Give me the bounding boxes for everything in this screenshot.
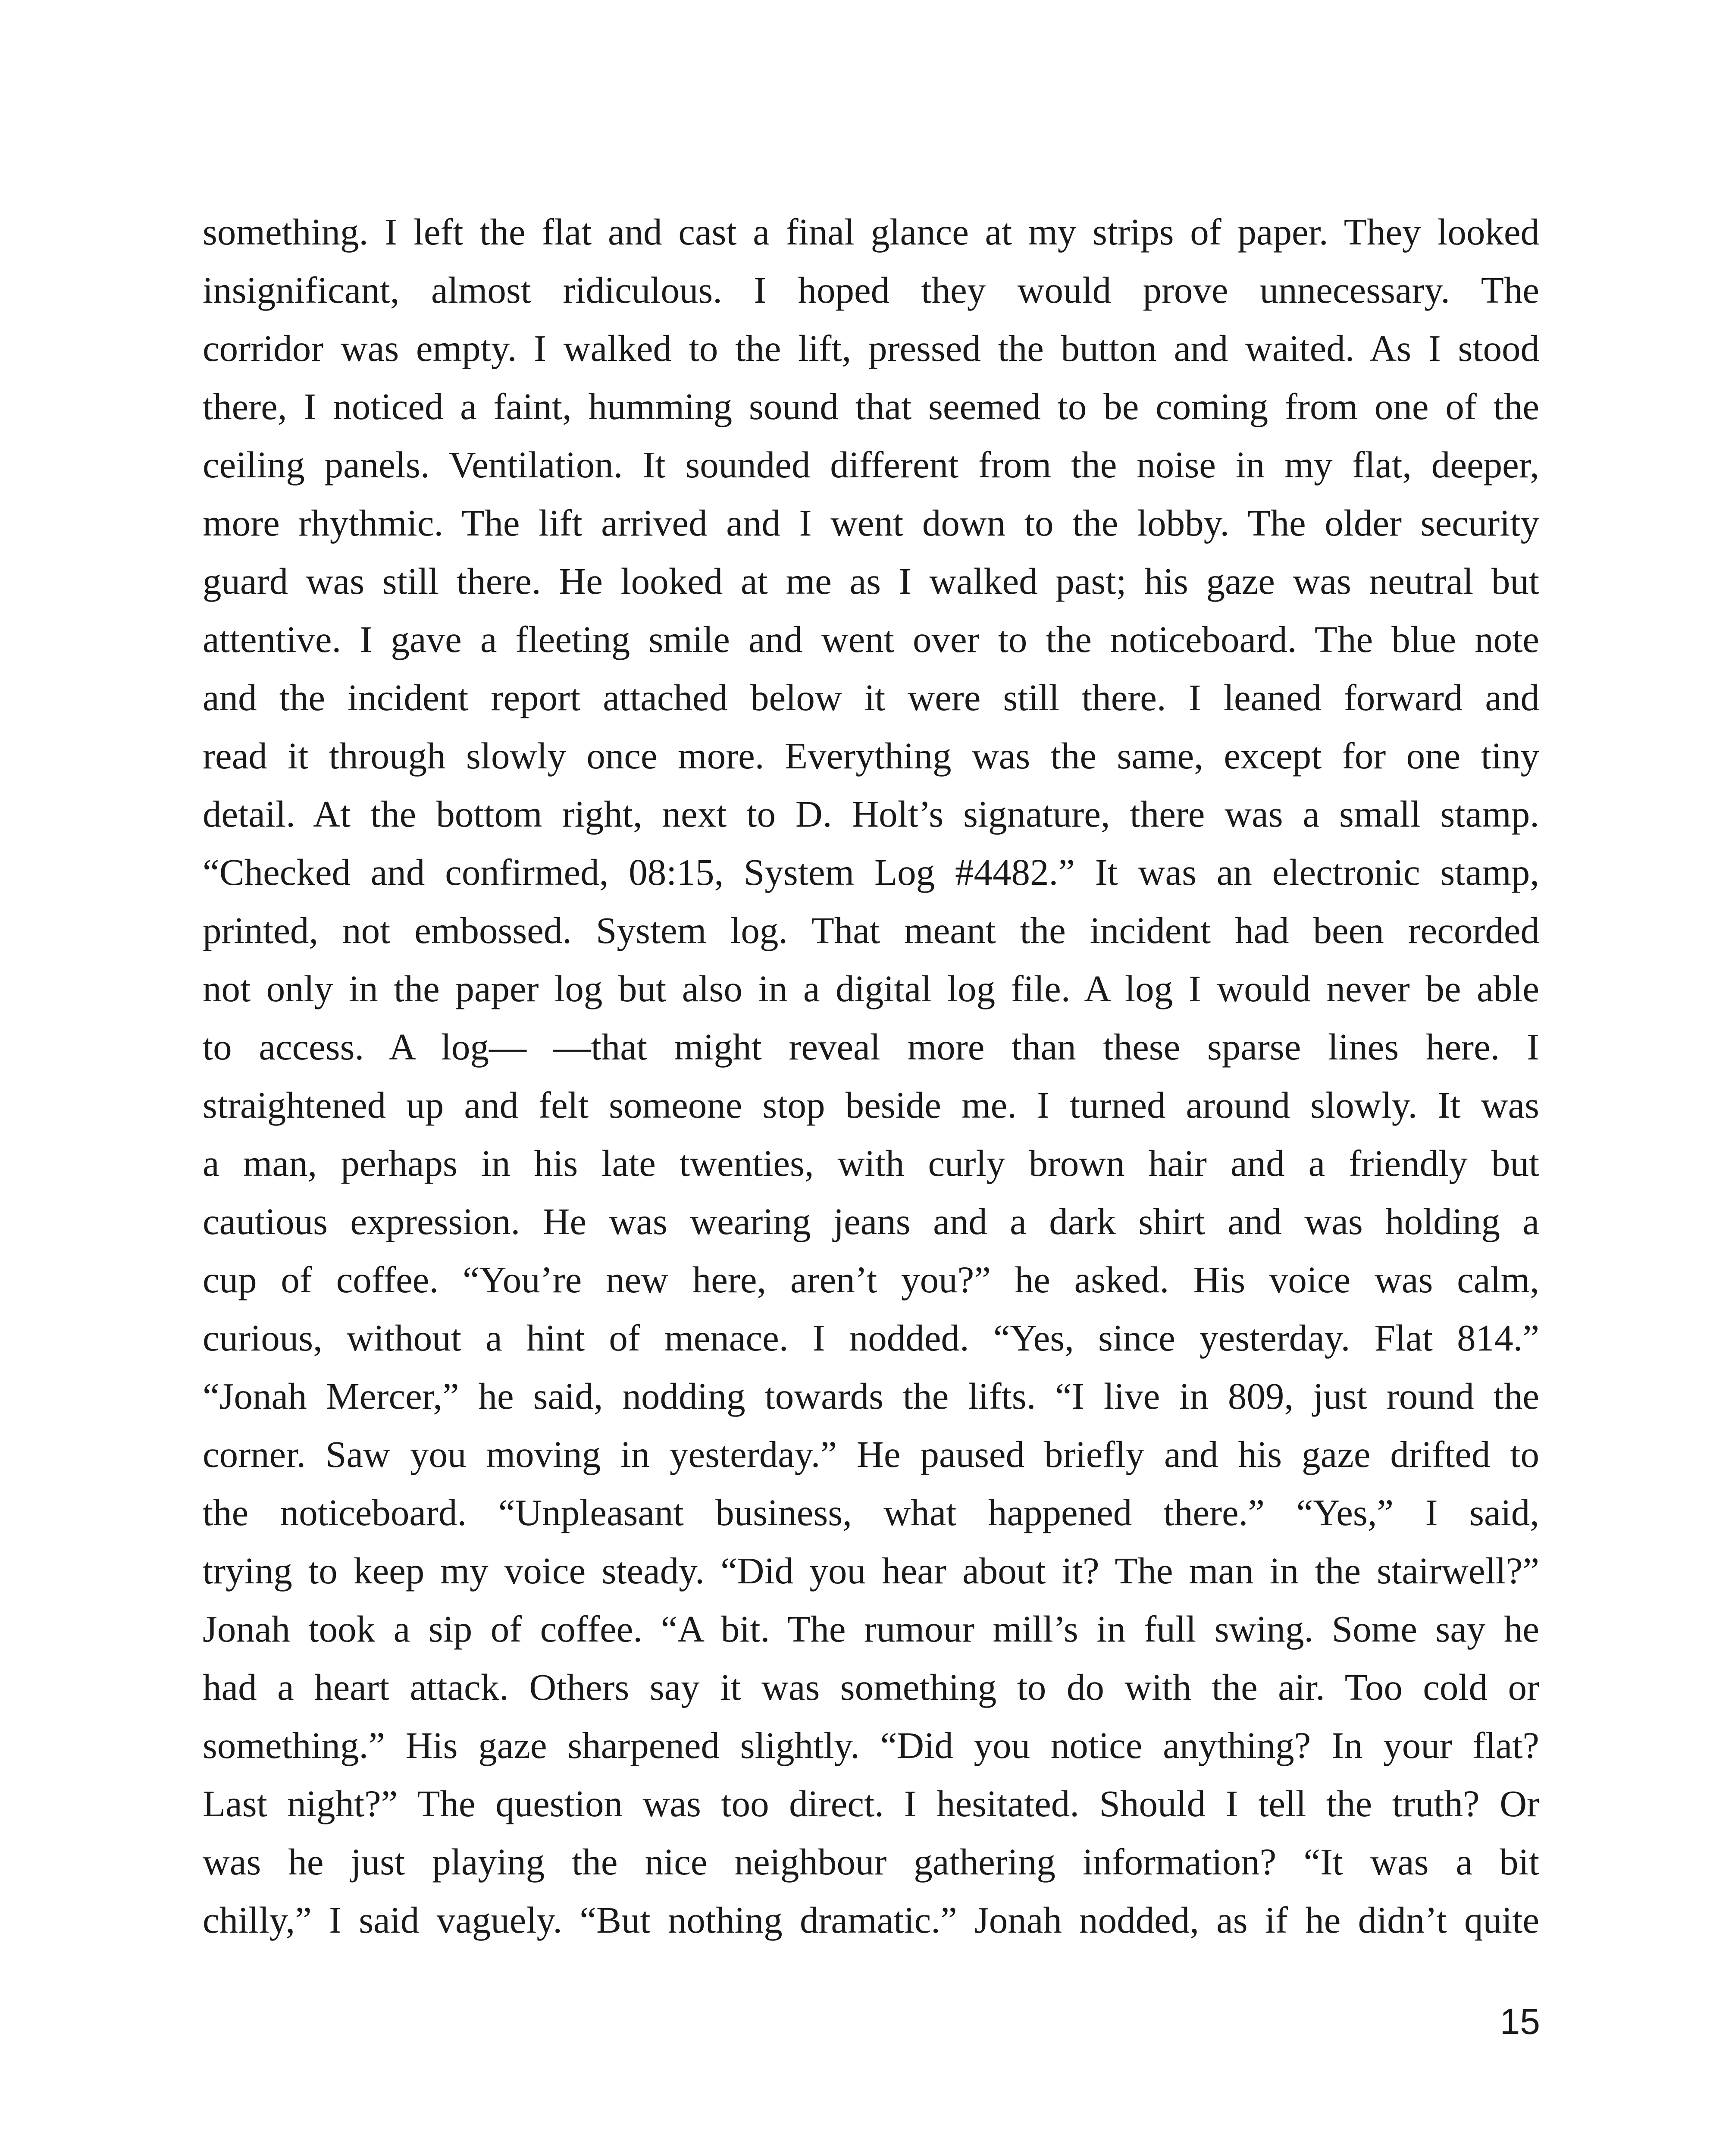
text-line: ceiling panels. Ventilation. It sounded different from the noise in my flat, deeper,	[203, 444, 1539, 486]
text-line: corridor was empty. I walked to the lift, pressed the button and waited. As I stood	[203, 327, 1539, 369]
text-line: and the incident report attached below it were still there. I leaned forward and	[203, 677, 1539, 718]
text-line: not only in the paper log but also in a digital log file. A log I would never be able	[203, 968, 1539, 1009]
text-line: something. I left the flat and cast a final glance at my strips of paper. They looked	[203, 211, 1539, 253]
text-line: guard was still there. He looked at me as I walked past; his gaze was neutral but	[203, 560, 1539, 602]
text-line: to access. A log— —that might reveal more than these sparse lines here. I	[203, 1026, 1539, 1068]
text-line: there, I noticed a faint, humming sound that seemed to be coming from one of the	[203, 385, 1539, 427]
text-line: was he just playing the nice neighbour gathering information? “It was a bit	[203, 1841, 1539, 1883]
text-line: cautious expression. He was wearing jeans and a dark shirt and was holding a	[203, 1200, 1539, 1242]
text-line: straightened up and felt someone stop beside me. I turned around slowly. It was	[203, 1084, 1539, 1126]
text-line: corner. Saw you moving in yesterday.” He paused briefly and his gaze drifted to	[203, 1433, 1539, 1475]
page-number: 15	[1500, 2001, 1540, 2042]
text-line: trying to keep my voice steady. “Did you hear about it? The man in the stairwell?”	[203, 1550, 1539, 1592]
body-text	[203, 203, 1539, 1949]
text-line: cup of coffee. “You’re new here, aren’t you?” he asked. His voice was calm,	[203, 1259, 1539, 1300]
text-line: attentive. I gave a fleeting smile and went over to the noticeboard. The blue note	[203, 618, 1539, 660]
text-line: “Jonah Mercer,” he said, nodding towards the lifts. “I live in 809, just round the	[203, 1375, 1539, 1417]
text-line: curious, without a hint of menace. I nodded. “Yes, since yesterday. Flat 814.”	[203, 1317, 1539, 1359]
text-line: had a heart attack. Others say it was something to do with the air. Too cold or	[203, 1666, 1539, 1708]
text-line: a man, perhaps in his late twenties, with curly brown hair and a friendly but	[203, 1142, 1539, 1184]
text-line: the noticeboard. “Unpleasant business, what happened there.” “Yes,” I said,	[203, 1492, 1539, 1533]
text-line: something.” His gaze sharpened slightly. “Did you notice anything? In your flat?	[203, 1724, 1539, 1766]
text-line: printed, not embossed. System log. That meant the incident had been recorded	[203, 909, 1539, 951]
text-line: insignificant, almost ridiculous. I hoped they would prove unnecessary. The	[203, 269, 1539, 311]
text-line: read it through slowly once more. Everything was the same, except for one tiny	[203, 735, 1539, 777]
text-line: more rhythmic. The lift arrived and I went down to the lobby. The older security	[203, 502, 1539, 544]
text-line: “Checked and confirmed, 08:15, System Log #4482.” It was an electronic stamp,	[203, 851, 1539, 893]
text-line: Last night?” The question was too direct. I hesitated. Should I tell the truth? Or	[203, 1783, 1539, 1824]
text-line: detail. At the bottom right, next to D. Holt’s signature, there was a small stamp.	[203, 793, 1539, 835]
text-line: chilly,” I said vaguely. “But nothing dramatic.” Jonah nodded, as if he didn’t quite	[203, 1899, 1539, 1941]
text-line: Jonah took a sip of coffee. “A bit. The rumour mill’s in full swing. Some say he	[203, 1608, 1539, 1650]
